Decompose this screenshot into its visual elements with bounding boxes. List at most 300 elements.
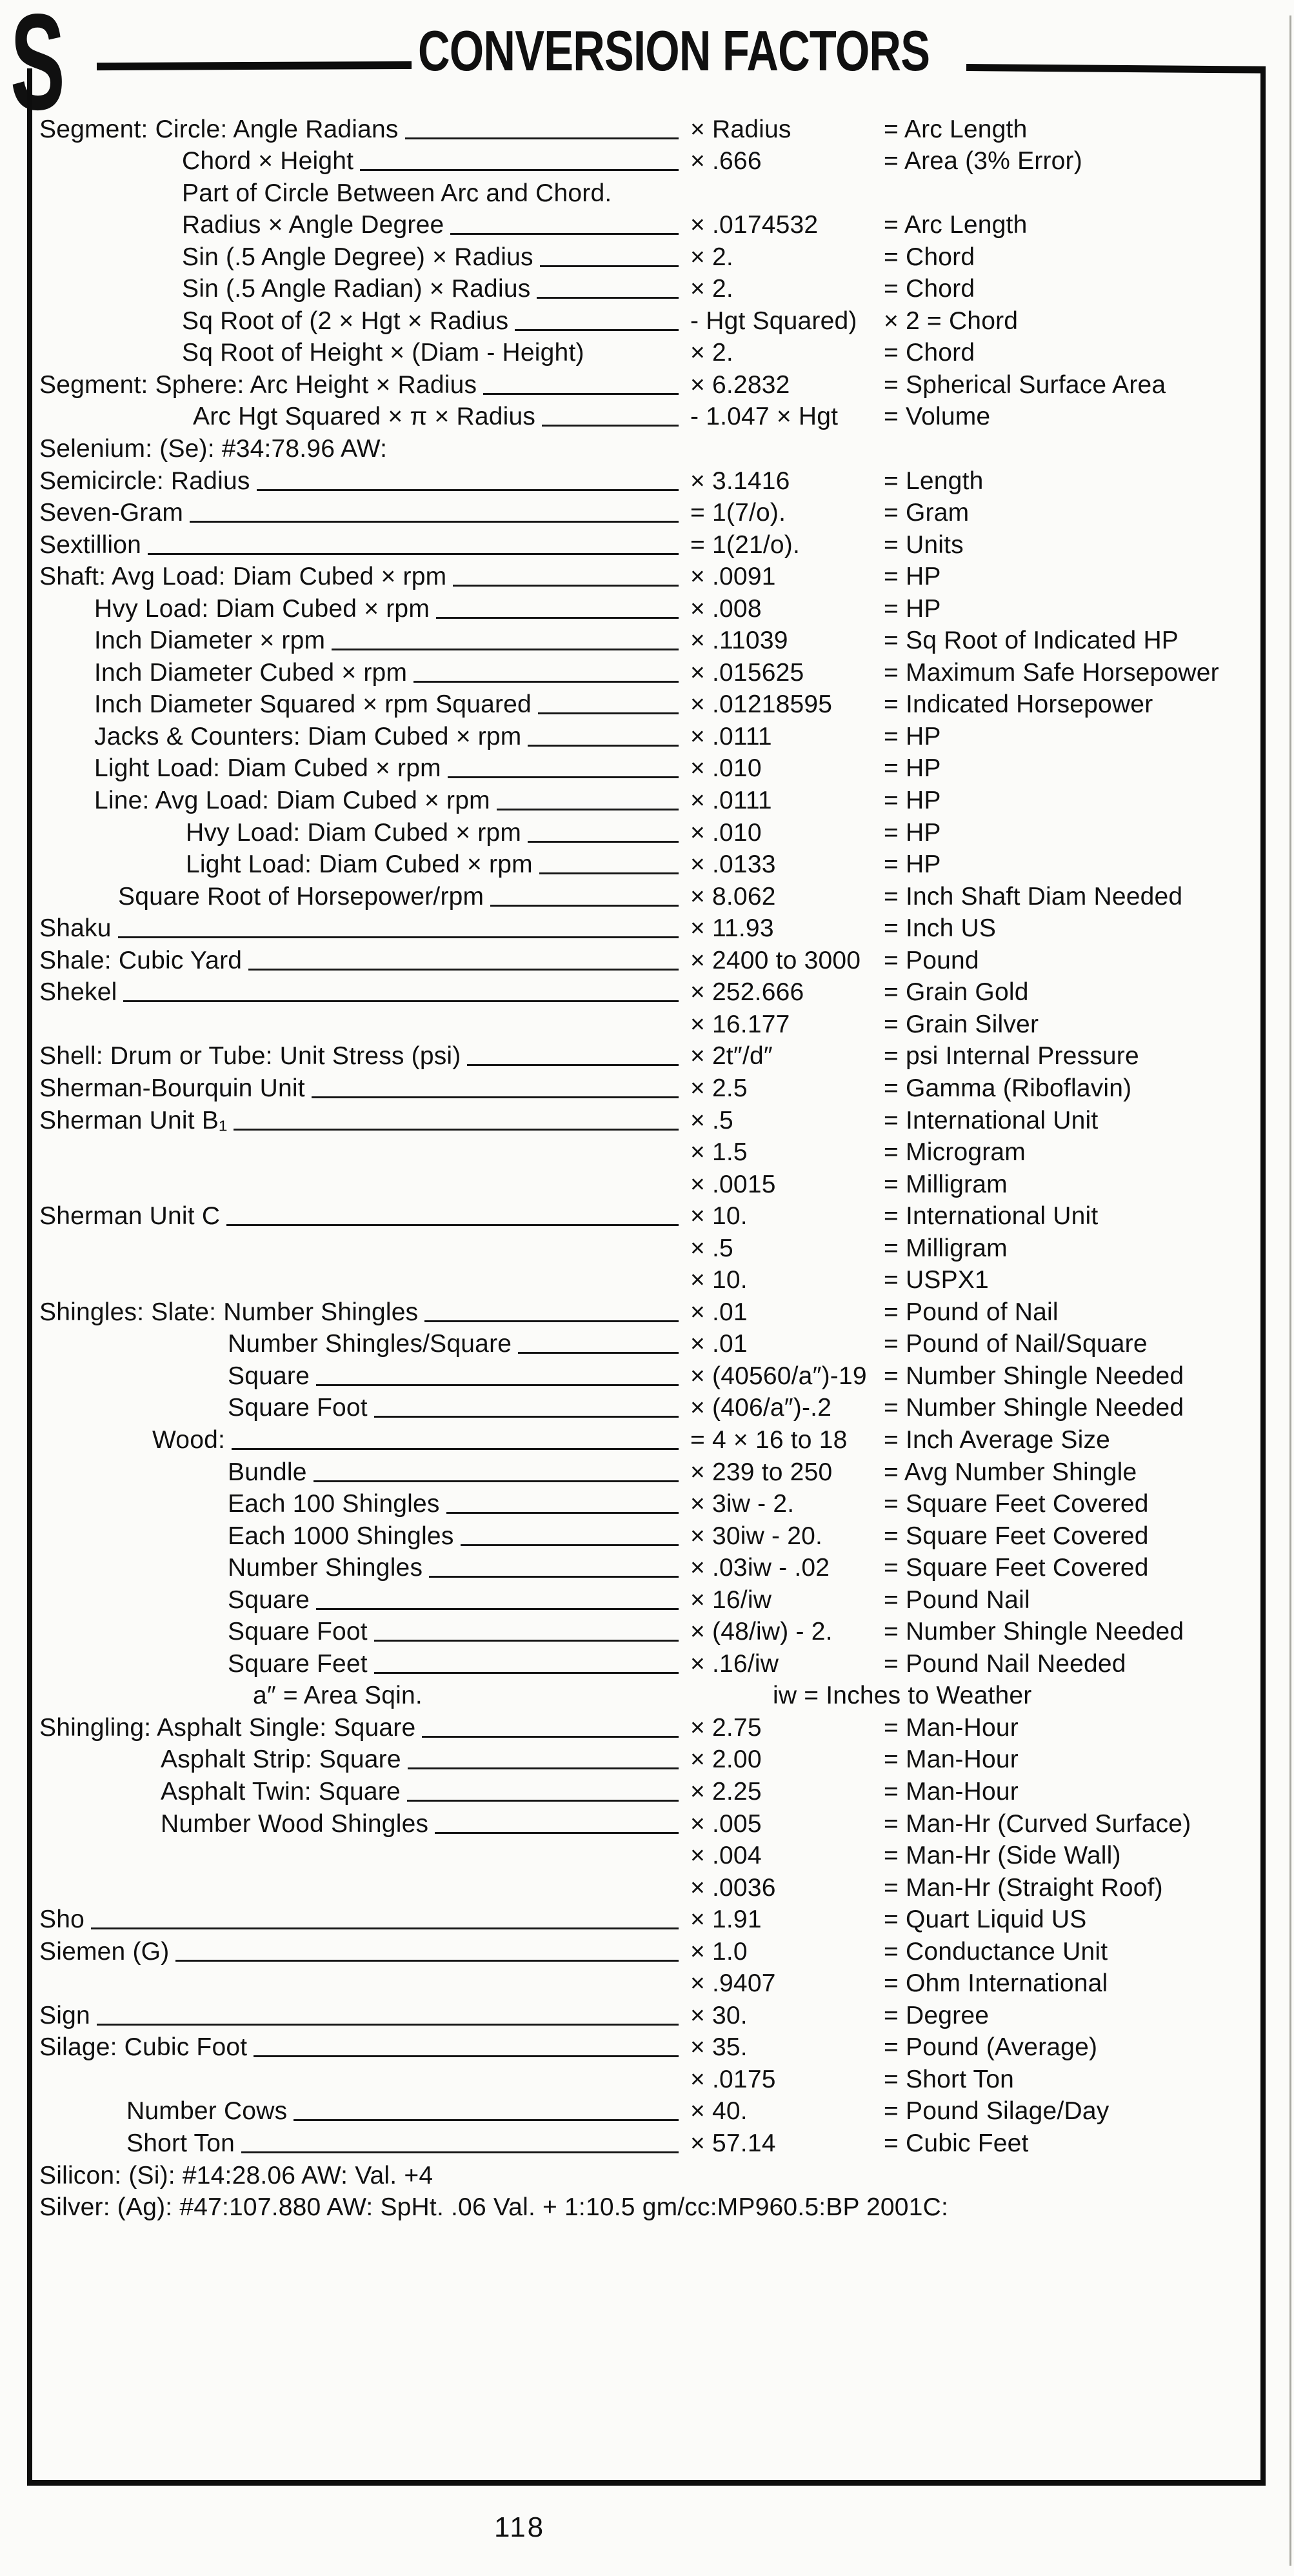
leader-line	[446, 1512, 679, 1514]
row-label-zone	[32, 1746, 690, 1774]
row-label-zone	[32, 1362, 690, 1391]
row-label-zone	[32, 819, 690, 847]
row-result: = Pound Silage/Day	[884, 2097, 1110, 2126]
conversion-row	[32, 978, 1260, 1011]
row-factor: × .008	[690, 594, 762, 623]
row-factor: × 35.	[690, 2033, 748, 2062]
conversion-row	[32, 1842, 1260, 1874]
row-label: Silver: (Ag): #47:107.880 AW: SpHt. .06 Val. + 1:10.5 gm/cc:MP960.5:BP 2001C:	[39, 2193, 948, 2222]
row-factor: × .0174532	[690, 211, 819, 239]
row-result: = International Unit	[884, 1106, 1099, 1134]
leader-line	[332, 649, 679, 650]
row-factor: × (406/a″)-.2	[690, 1394, 832, 1422]
row-result: = Gamma (Riboflavin)	[884, 1074, 1132, 1102]
row-result: = Pound Nail Needed	[884, 1649, 1126, 1678]
row-factor: × .0015	[690, 1170, 776, 1198]
row-label-zone	[32, 1714, 690, 1742]
row-label: Light Load: Diam Cubed × rpm	[94, 754, 441, 783]
row-label: Asphalt Strip: Square	[161, 1746, 401, 1774]
row-label: Shell: Drum or Tube: Unit Stress (psi)	[39, 1042, 461, 1071]
conversion-row	[32, 818, 1260, 850]
row-factor: - Hgt Squared)	[690, 307, 857, 335]
row-result: = Man-Hour	[884, 1746, 1019, 1774]
conversion-row	[32, 1522, 1260, 1554]
conversion-row	[32, 243, 1260, 275]
row-label: Number Wood Shingles	[161, 1809, 429, 1838]
row-result: = Man-Hour	[884, 1713, 1019, 1742]
row-label: Semicircle: Radius	[39, 467, 250, 495]
row-label: Shale: Cubic Yard	[39, 946, 243, 974]
row-label: Radius × Angle Degree	[182, 211, 444, 239]
row-result: = Volume	[884, 403, 991, 431]
leader-line	[435, 1832, 679, 1834]
row-label-zone	[32, 690, 690, 719]
row-label-zone	[32, 947, 690, 975]
row-result: = Length	[884, 467, 984, 495]
row-label: Square Feet	[228, 1649, 368, 1678]
row-factor: × .0036	[690, 1873, 776, 1902]
conversion-row	[32, 1330, 1260, 1362]
conversion-row	[32, 1138, 1260, 1171]
row-factor: × (40560/a″)-19	[690, 1362, 867, 1390]
leader-line	[118, 936, 679, 938]
page-number: 118	[494, 2511, 546, 2543]
leader-line	[429, 1576, 679, 1578]
row-label: Jacks & Counters: Diam Cubed × rpm	[94, 722, 522, 750]
conversion-row	[32, 1458, 1260, 1490]
row-label: Asphalt Twin: Square	[161, 1777, 401, 1806]
row-label-zone	[32, 1618, 690, 1646]
leader-line	[528, 745, 679, 747]
row-label: Shekel	[39, 978, 117, 1007]
row-result: = Quart Liquid US	[884, 1906, 1087, 1934]
row-factor: × 10.	[690, 1202, 748, 1231]
leader-line	[405, 137, 679, 139]
row-result: = Man-Hr (Curved Surface)	[884, 1809, 1191, 1838]
row-result: = Arc Length	[884, 211, 1028, 239]
leader-line	[467, 1064, 679, 1066]
row-label-zone	[32, 2002, 690, 2030]
row-factor: × 2400 to 3000	[690, 946, 861, 974]
row-result: = Pound Nail	[884, 1585, 1030, 1614]
row-factor: × .010	[690, 818, 762, 847]
conversion-row	[32, 1618, 1260, 1650]
row-factor: × 2.	[690, 275, 733, 303]
row-label-zone	[32, 563, 690, 591]
leader-line	[537, 297, 679, 299]
leader-line	[448, 776, 679, 778]
row-result: = Chord	[884, 339, 975, 367]
leader-line	[248, 969, 679, 971]
row-label-zone	[32, 787, 690, 815]
conversion-row	[32, 627, 1260, 659]
conversion-row	[32, 1969, 1260, 2002]
conversion-row	[32, 690, 1260, 723]
row-factor: × .005	[690, 1809, 762, 1838]
leader-line	[497, 809, 679, 810]
row-result: = Spherical Surface Area	[884, 370, 1166, 399]
row-factor: × 57.14	[690, 2129, 776, 2157]
row-label-zone	[32, 978, 690, 1007]
leader-line	[518, 1352, 679, 1354]
conversion-row	[32, 434, 1260, 467]
row-result: = Square Feet Covered	[884, 1490, 1149, 1518]
row-label-zone	[32, 1042, 690, 1071]
row-label-zone	[32, 499, 690, 527]
row-factor: × 16.177	[690, 1010, 790, 1038]
row-label: Square	[228, 1585, 310, 1614]
row-label-zone	[32, 1906, 690, 1934]
row-result: = Arc Length	[884, 115, 1028, 143]
row-label-zone	[32, 1202, 690, 1231]
conversion-row	[32, 914, 1260, 947]
row-label-zone	[32, 2162, 690, 2190]
row-label: Square	[228, 1362, 310, 1390]
row-result: = Short Ton	[884, 2065, 1015, 2093]
conversion-row	[32, 754, 1260, 787]
conversion-row	[32, 1906, 1260, 1938]
row-result: = Number Shingle Needed	[884, 1618, 1184, 1646]
row-result: = Cubic Feet	[884, 2129, 1029, 2157]
row-label: Shaku	[39, 914, 112, 943]
leader-line	[542, 425, 679, 427]
leader-line	[316, 1608, 679, 1610]
row-label-zone	[32, 307, 690, 336]
row-label: Square Root of Horsepower/rpm	[118, 882, 484, 911]
conversion-row	[32, 179, 1260, 211]
row-result: = Inch Average Size	[884, 1425, 1111, 1454]
row-factor: × .16/iw	[690, 1649, 779, 1678]
row-factor: × 3.1416	[690, 467, 790, 495]
row-label: Line: Avg Load: Diam Cubed × rpm	[94, 787, 490, 815]
row-factor: × 239 to 250	[690, 1458, 833, 1486]
leader-line	[374, 1672, 679, 1674]
row-label-zone	[32, 2129, 690, 2158]
row-label: Selenium: (Se): #34:78.96 AW:	[39, 435, 388, 463]
leader-line	[422, 1736, 679, 1738]
row-factor: × 3iw - 2.	[690, 1490, 795, 1518]
row-label-zone	[32, 595, 690, 623]
conversion-row	[32, 594, 1260, 627]
row-result: = Area (3% Error)	[884, 147, 1082, 176]
row-label: Shaft: Avg Load: Diam Cubed × rpm	[39, 563, 447, 591]
row-factor: × .0111	[690, 722, 772, 750]
row-label: Short Ton	[126, 2129, 235, 2157]
row-label: Sherman Unit C	[39, 1202, 221, 1231]
row-factor: × .01	[690, 1298, 748, 1326]
row-label-zone	[32, 1298, 690, 1327]
row-result: × 2 = Chord	[884, 307, 1019, 335]
leader-line	[424, 1320, 679, 1322]
row-label-zone	[32, 371, 690, 399]
row-label: Bundle	[228, 1458, 307, 1486]
row-result: = Pound of Nail/Square	[884, 1330, 1148, 1358]
row-result: = HP	[884, 563, 941, 591]
conversion-row	[32, 946, 1260, 978]
row-label-zone	[32, 883, 690, 911]
row-label: Light Load: Diam Cubed × rpm	[186, 850, 533, 879]
row-factor: × 1.91	[690, 1906, 762, 1934]
row-factor: = 1(21/o).	[690, 530, 801, 559]
conversion-row	[32, 1266, 1260, 1298]
row-factor: × .666	[690, 147, 762, 176]
row-factor: × 10.	[690, 1266, 748, 1294]
row-label-zone	[32, 243, 690, 272]
conversion-row	[32, 147, 1260, 179]
row-result: = International Unit	[884, 1202, 1099, 1231]
row-result: = HP	[884, 722, 941, 750]
row-result: = Maximum Safe Horsepower	[884, 658, 1219, 687]
conversion-row	[32, 2033, 1260, 2066]
conversion-row	[32, 211, 1260, 243]
row-factor: × (48/iw) - 2.	[690, 1618, 833, 1646]
conversion-row	[32, 1746, 1260, 1778]
row-result: = Sq Root of Indicated HP	[884, 627, 1179, 655]
row-factor: × .010	[690, 754, 762, 783]
conversion-row	[32, 1042, 1260, 1074]
leader-line	[374, 1640, 679, 1642]
row-label-zone	[32, 116, 690, 144]
conversion-row	[32, 2001, 1260, 2033]
row-factor: × Radius	[690, 115, 791, 143]
legend-row	[32, 1682, 1260, 1714]
leader-line	[123, 1000, 679, 1002]
row-label: Seven-Gram	[39, 499, 184, 527]
row-factor: × 40.	[690, 2097, 748, 2126]
row-result: = HP	[884, 818, 941, 847]
conversion-row	[32, 1713, 1260, 1746]
row-label-zone	[32, 435, 690, 463]
row-factor: × .01218595	[690, 690, 833, 719]
row-label: Inch Diameter Squared × rpm Squared	[94, 690, 532, 719]
conversion-row	[32, 1585, 1260, 1618]
row-label-zone	[32, 850, 690, 879]
row-factor: × .004	[690, 1842, 762, 1870]
conversion-row	[32, 467, 1260, 499]
row-factor: × 6.2832	[690, 370, 790, 399]
row-result: = Man-Hr (Side Wall)	[884, 1842, 1121, 1870]
row-result: = HP	[884, 850, 941, 879]
leader-line	[316, 1384, 679, 1386]
row-result: = Chord	[884, 275, 975, 303]
leader-line	[234, 1129, 679, 1131]
conversion-row	[32, 403, 1260, 435]
row-label-zone	[32, 467, 690, 496]
row-factor: × .9407	[690, 1969, 776, 1998]
leader-line	[175, 1960, 679, 1962]
row-factor: × 252.666	[690, 978, 804, 1007]
row-label-zone	[32, 1586, 690, 1615]
row-label-zone	[32, 1394, 690, 1422]
row-label: Sherman-Bourquin Unit	[39, 1074, 305, 1102]
row-label-zone	[32, 2033, 690, 2062]
row-label: Inch Diameter Cubed × rpm	[94, 658, 408, 687]
page-edge-line	[1289, 15, 1291, 2566]
row-factor: × 2.75	[690, 1713, 762, 1742]
conversion-row	[32, 1170, 1260, 1202]
row-label-zone	[32, 914, 690, 943]
row-label: Sho	[39, 1906, 85, 1934]
row-result: = Avg Number Shingle	[884, 1458, 1137, 1486]
row-result: = Microgram	[884, 1138, 1026, 1167]
row-label-zone	[32, 275, 690, 303]
row-factor: × 2.5	[690, 1074, 748, 1102]
row-factor: × 8.062	[690, 882, 776, 911]
row-factor: × 2t″/d″	[690, 1042, 773, 1071]
row-label: Sextillion	[39, 530, 142, 559]
rows	[32, 68, 1260, 2225]
row-factor: × .0175	[690, 2065, 776, 2093]
legend-area-note: a″ = Area Sqin.	[253, 1682, 423, 1710]
conversion-row	[32, 563, 1260, 595]
row-label: Square Foot	[228, 1394, 368, 1422]
row-result: = Square Feet Covered	[884, 1522, 1149, 1550]
row-label-zone	[32, 723, 690, 751]
conversion-row	[32, 1202, 1260, 1234]
conversion-row	[32, 1394, 1260, 1426]
row-label-zone	[32, 1107, 690, 1135]
row-factor: - 1.047 × Hgt	[690, 403, 839, 431]
leader-line	[436, 617, 679, 619]
conversion-row	[32, 499, 1260, 531]
row-label-zone	[32, 211, 690, 239]
leader-line	[190, 521, 679, 523]
row-result: = Pound (Average)	[884, 2033, 1098, 2062]
row-label-zone	[32, 1458, 690, 1487]
page-title: CONVERSION FACTORS	[418, 19, 930, 83]
leader-line	[461, 1544, 679, 1546]
conversion-row	[32, 2161, 1260, 2193]
row-label-zone	[32, 1330, 690, 1358]
row-factor: × 11.93	[690, 914, 774, 943]
row-factor: × .0111	[690, 787, 772, 815]
row-label: Shingling: Asphalt Single: Square	[39, 1713, 416, 1742]
conversion-row	[32, 1649, 1260, 1682]
leader-line	[226, 1224, 679, 1226]
conversion-row	[32, 339, 1260, 371]
row-label-zone	[32, 1778, 690, 1806]
row-label: Sin (.5 Angle Degree) × Radius	[182, 243, 533, 271]
row-label: Silage: Cubic Foot	[39, 2033, 248, 2062]
conversion-table-box	[27, 68, 1266, 2486]
leader-line	[257, 489, 679, 491]
row-factor: × 2.	[690, 339, 733, 367]
leader-line	[453, 585, 679, 587]
row-result: = Inch Shaft Diam Needed	[884, 882, 1183, 911]
leader-line	[407, 1800, 679, 1802]
row-label: Part of Circle Between Arc and Chord.	[182, 179, 612, 207]
row-label: Silicon: (Si): #14:28.06 AW: Val. +4	[39, 2161, 433, 2189]
row-label: Shingles: Slate: Number Shingles	[39, 1298, 419, 1326]
row-label-zone	[32, 1554, 690, 1582]
row-factor: × .01	[690, 1330, 748, 1358]
conversion-row	[32, 1873, 1260, 1906]
row-label: Sign	[39, 2001, 90, 2029]
row-result: = Chord	[884, 243, 975, 271]
row-result: = Gram	[884, 499, 970, 527]
row-result: = Units	[884, 530, 964, 559]
conversion-row	[32, 1362, 1260, 1394]
row-result: = Grain Silver	[884, 1010, 1039, 1038]
row-result: = Number Shingle Needed	[884, 1394, 1184, 1422]
conversion-row	[32, 2065, 1260, 2097]
row-result: = Degree	[884, 2001, 990, 2029]
row-label: Square Foot	[228, 1618, 368, 1646]
row-result: = Number Shingle Needed	[884, 1362, 1184, 1390]
row-label-zone	[32, 1650, 690, 1678]
conversion-row	[32, 1490, 1260, 1522]
row-label-zone	[32, 659, 690, 687]
leader-line	[314, 1480, 679, 1482]
row-label: Segment: Sphere: Arc Height × Radius	[39, 370, 477, 399]
conversion-row	[32, 275, 1260, 307]
conversion-row	[32, 1074, 1260, 1106]
conversion-row	[32, 1777, 1260, 1809]
row-label: Each 1000 Shingles	[228, 1522, 454, 1550]
row-label: Sq Root of (2 × Hgt × Radius	[182, 307, 509, 335]
row-label: Wood:	[152, 1425, 226, 1454]
conversion-row	[32, 1937, 1260, 1969]
row-factor: × .11039	[690, 627, 788, 655]
leader-line	[374, 1416, 679, 1418]
row-factor: × 2.00	[690, 1746, 762, 1774]
row-factor: × .0133	[690, 850, 776, 879]
row-result: = Milligram	[884, 1170, 1008, 1198]
conversion-row	[32, 786, 1260, 818]
conversion-row	[32, 850, 1260, 883]
row-result: = Man-Hr (Straight Roof)	[884, 1873, 1163, 1902]
leader-line	[528, 841, 679, 843]
leader-line	[148, 553, 679, 555]
leader-line	[408, 1767, 679, 1769]
row-factor: × 2.	[690, 243, 733, 271]
leader-line	[450, 233, 679, 235]
conversion-row	[32, 658, 1260, 690]
row-label: Hvy Load: Diam Cubed × rpm	[94, 594, 430, 623]
conversion-row	[32, 530, 1260, 563]
leader-line	[515, 329, 679, 331]
row-factor: = 4 × 16 to 18	[690, 1425, 848, 1454]
conversion-row	[32, 2097, 1260, 2129]
row-result: = USPX1	[884, 1266, 989, 1294]
leader-line	[312, 1096, 679, 1098]
row-label-zone	[32, 403, 690, 431]
row-label-zone	[32, 339, 690, 367]
conversion-row	[32, 882, 1260, 914]
row-label: Siemen (G)	[39, 1937, 170, 1966]
row-result: = Indicated Horsepower	[884, 690, 1153, 719]
row-factor: × 30.	[690, 2001, 748, 2029]
row-result: = Inch US	[884, 914, 997, 943]
leader-line	[540, 265, 679, 267]
leader-line	[294, 2119, 679, 2121]
row-result: = Square Feet Covered	[884, 1554, 1149, 1582]
row-factor: × 1.5	[690, 1138, 748, 1167]
row-result: = Pound of Nail	[884, 1298, 1059, 1326]
section-letter: S	[10, 0, 63, 138]
row-label-zone	[32, 1426, 690, 1454]
row-factor: × 2.25	[690, 1777, 762, 1806]
row-label-zone	[32, 754, 690, 783]
leader-line	[538, 712, 679, 714]
row-label-zone	[32, 147, 690, 176]
row-label: Sherman Unit B₁	[39, 1106, 228, 1134]
leader-line	[241, 2151, 679, 2153]
conversion-row	[32, 115, 1260, 147]
row-label: Sq Root of Height × (Diam - Height)	[182, 339, 584, 367]
row-result: = Man-Hour	[884, 1777, 1019, 1806]
row-label: Number Shingles	[228, 1554, 423, 1582]
